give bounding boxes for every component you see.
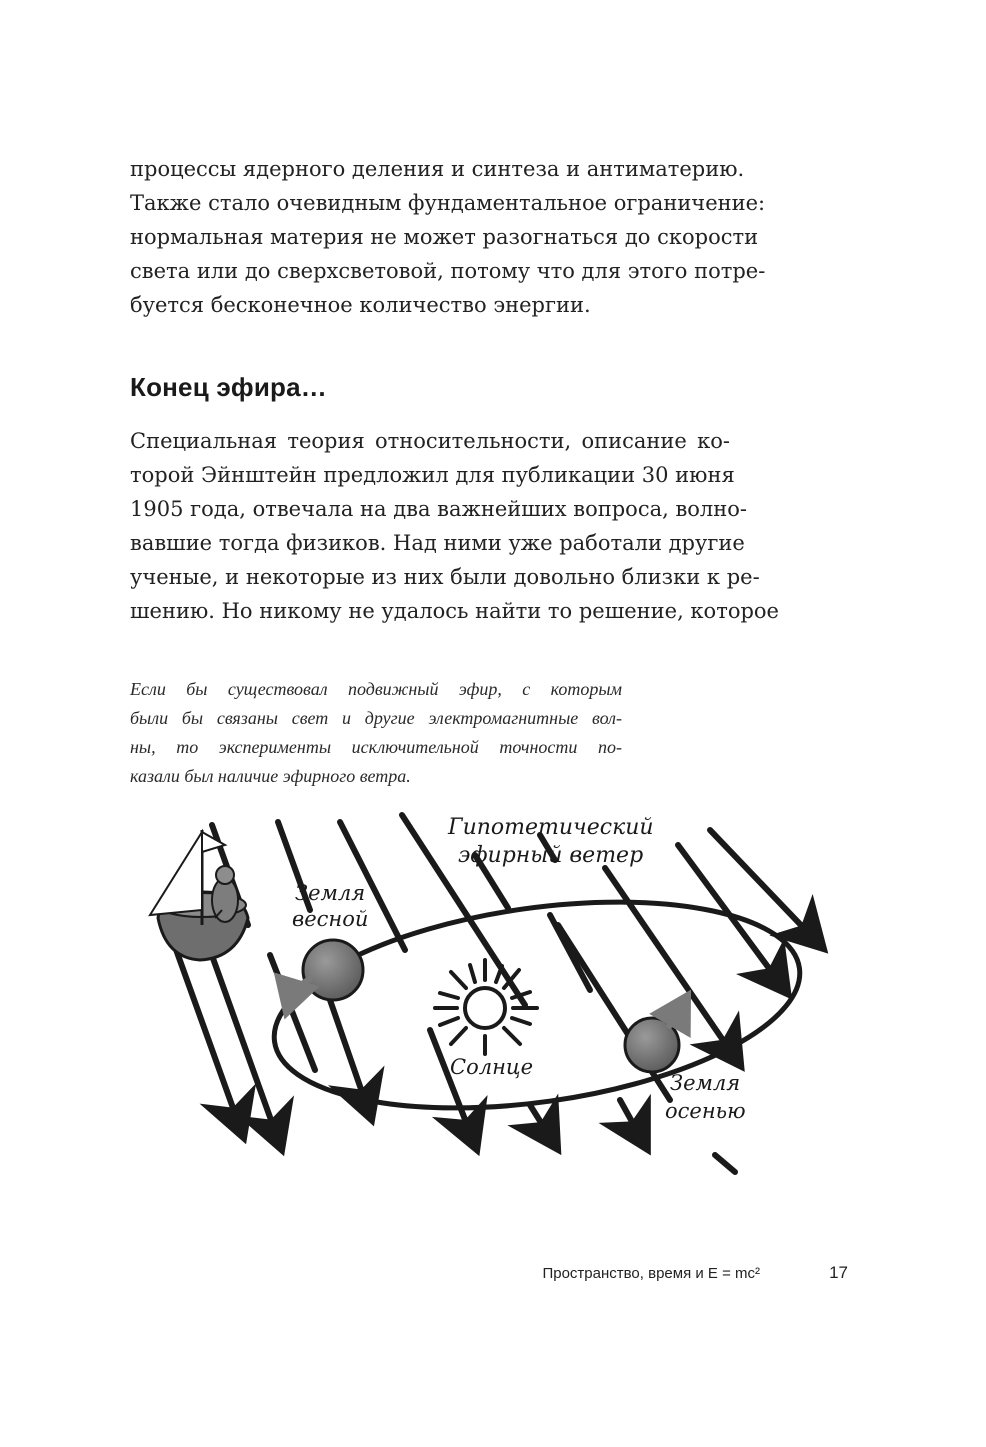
ether-wind-illustration — [130, 800, 850, 1200]
earth-autumn — [625, 1000, 685, 1072]
figure-caption — [130, 675, 622, 791]
text-line: торой Эйнштейн предложил для публикации 30 июня — [130, 463, 735, 487]
caption-line: Если бы существовал подвижный эфир, с которым — [130, 679, 622, 699]
label-sun: Солнце — [450, 1055, 533, 1079]
text-line: процессы ядерного деления и синтеза и антиматерию. — [130, 157, 745, 181]
sun-icon — [435, 960, 537, 1054]
text-line: нормальная материя не может разогнаться до скорости — [130, 225, 759, 249]
text-line: света или до сверхсветовой, потому что для этого потре- — [130, 259, 766, 283]
label-earth-autumn-1: Земля — [670, 1071, 741, 1095]
caption-line: были бы связаны свет и другие электромагнитные вол- — [130, 708, 622, 728]
running-footer: Пространство, время и E = mc² — [542, 1265, 760, 1282]
label-earth-spring-2: весной — [292, 907, 369, 931]
section-heading: Конец эфира… — [130, 372, 327, 402]
earth-spring — [288, 940, 363, 1008]
text-line: ученые, и некоторые из них были довольно близки к ре- — [130, 565, 760, 589]
page-number: 17 — [829, 1263, 848, 1282]
label-ether-wind-1: Гипотетический — [448, 815, 654, 840]
boat-hat-icon — [150, 830, 248, 960]
label-earth-autumn-2: осенью — [665, 1099, 746, 1123]
label-ether-wind-2: эфирный ветер — [458, 843, 644, 868]
text-line: вавшие тогда физиков. Над ними уже работали другие — [130, 531, 745, 555]
text-line: 1905 года, отвечала на два важнейших вопроса, волно- — [130, 497, 747, 521]
caption-line: ны, то эксперименты исключительной точности по- — [130, 737, 622, 757]
illustration-svg — [130, 800, 850, 1200]
intro-paragraph — [130, 152, 766, 322]
caption-line: казали был наличие эфирного ветра. — [130, 766, 411, 786]
label-earth-spring-1: Земля — [295, 881, 366, 905]
text-line: Специальная теория относительности, описание ко- — [130, 429, 730, 453]
text-line: буется бесконечное количество энергии. — [130, 293, 591, 317]
section-paragraph — [130, 424, 779, 628]
text-line: шению. Но никому не удалось найти то решение, которое — [130, 599, 779, 623]
text-line: Также стало очевидным фундаментальное ограничение: — [130, 191, 766, 215]
